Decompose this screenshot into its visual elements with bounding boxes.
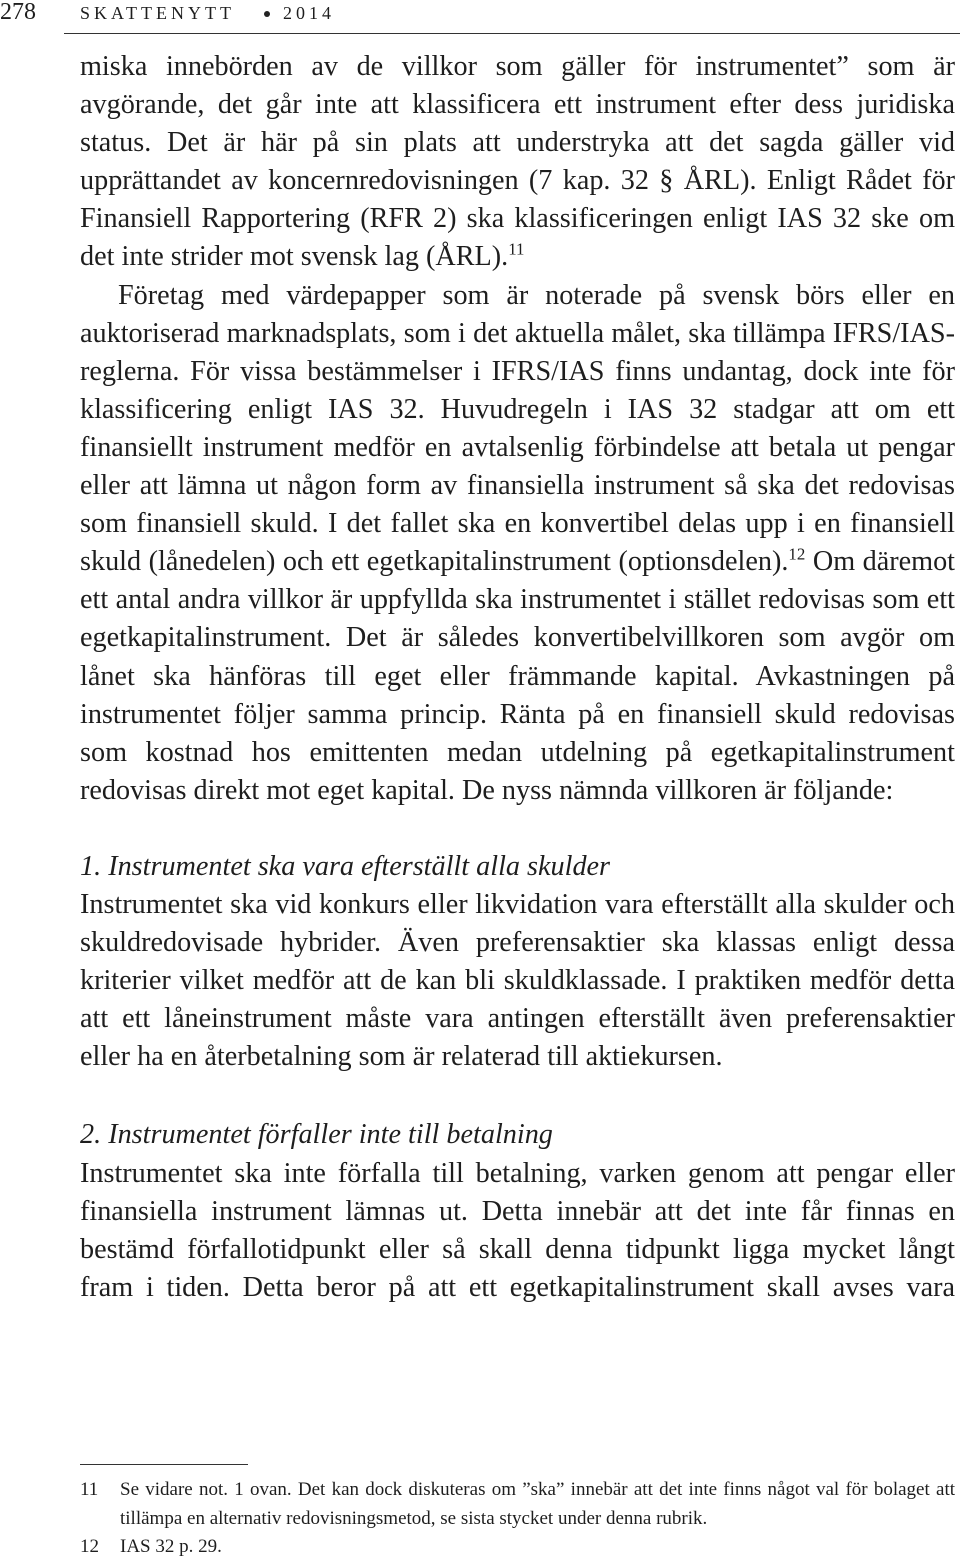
section-gap	[80, 1076, 955, 1116]
section-2-text: Instrumentet ska inte förfalla till betalning, varken genom att pengar eller finansiella instrument lämnas ut. Detta innebär att det inte får finnas en bestämd förfallotidpunkt eller så skall denna tidpunkt ligga mycket långt fram i tiden. Detta beror på att ett egetkapitalinstrument skall avses vara	[80, 1157, 955, 1303]
paragraph-1-text: miska innebörden av de villkor som gäller för instrumentet” som är avgörande, det går inte att klassificera ett instrument efter dess juridiska status. Det är här på sin plats att understryka att det sagda gäller vid upprättandet av koncernredovisningen (7 kap. 32 § ÅRL). Enligt Rådet för Finansiell Rapportering (RFR 2) ska klassificeringen enligt IAS 32 ske om det inte strider mot svensk lag (ÅRL).	[80, 51, 955, 273]
section-2-heading: 2. Instrumentet förfaller inte till betalning	[80, 1119, 553, 1151]
paragraph-2	[80, 277, 955, 810]
footnote-11	[80, 1476, 955, 1533]
footnote-rule	[80, 1464, 248, 1465]
section-1-heading: 1. Instrumentet ska vara efterställt alla skulder	[80, 850, 611, 882]
section-1-text: Instrumentet ska vid konkurs eller likvidation vara efterställt alla skulder och skuldredovisade hybrider. Även preferensaktier ska klassas enligt dessa kriterier vilket medför att de kan bli skuldklassade. I praktiken medför detta att ett låneinstrument måste vara antingen efterställt även preferensaktier eller ha en återbetalning som är relaterad till aktiekursen.	[80, 888, 955, 1073]
running-header	[0, 0, 960, 34]
journal-year: 2014	[283, 3, 335, 23]
section-gap	[80, 810, 955, 848]
paragraph-2b-text: Om däremot ett antal andra villkor är uppfyllda ska instrumentet i stället redovisas som ett egetkapitalinstrument. Det är således konvertibelvillkoren som avgör om lånet ska hänföras till eget eller främmande kapital. Avkastningen på instrumentet följer samma princip. Ränta på en finansiell skuld redovisas som kostnad hos emittenten medan utdelning på egetkapitalinstrument redovisas direkt mot eget kapital. De nyss nämnda villkoren är följande:	[80, 546, 955, 806]
page-number: 278	[0, 0, 36, 25]
bullet-separator	[264, 11, 270, 17]
footnotes	[80, 1476, 955, 1562]
footnote-text: Se vidare not. 1 ovan. Det kan dock diskuteras om ”ska” innebär att det inte finns något val för bolaget att tillämpa en alternativ redovisningsmetod, se sista stycket under denna rubrik.	[120, 1479, 955, 1529]
paragraph-1	[80, 48, 955, 277]
header-rule	[64, 33, 960, 34]
footnote-number: 11	[80, 1479, 99, 1500]
footnote-ref-12[interactable]: 12	[788, 544, 806, 564]
journal-title: SKATTENYTT	[80, 3, 235, 23]
paragraph-2a-text: Företag med värdepapper som är noterade på svensk börs eller en auktoriserad marknadsplats, som i det aktuella målet, ska tillämpa IFRS/IAS-reglerna. För vissa bestämmelser i IFRS/IAS finns undantag, dock inte för klassificering enligt IAS 32. Huvudregeln i IAS 32 stadgar att om ett finansiellt instrument medför en avtalsenlig förbindelse att betala ut pengar eller att lämna ut någon form av finansiella instrument så ska det redovisas som finansiell skuld. I det fallet ska en konvertibel delas upp i en finansiell skuld (lånedelen) och ett egetkapitalinstrument (optionsdelen).	[80, 279, 955, 578]
footnote-ref-11[interactable]: 11	[508, 240, 525, 260]
footnote-text: IAS 32 p. 29.	[120, 1536, 222, 1558]
footnote-number: 12	[80, 1536, 99, 1558]
footnote-12	[80, 1533, 955, 1562]
body-text	[80, 48, 955, 1307]
